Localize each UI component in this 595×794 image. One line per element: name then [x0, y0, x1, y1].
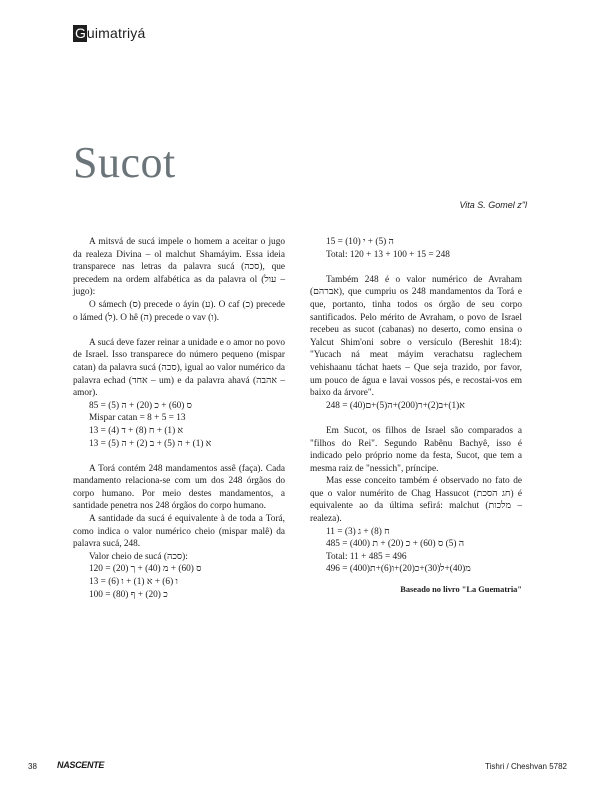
- equation-line: מ(40)+ל(30)+כ(20)+ו(6)+ת(400) = 496: [326, 564, 471, 575]
- page-number: 38: [28, 762, 37, 771]
- section-header: [73, 25, 145, 42]
- equation-line: Total: 11 + 485 = 496: [326, 551, 407, 562]
- equation-line: ס (60) + כ (20) + ה (5) = 85: [89, 400, 192, 411]
- paragraph-gap: [310, 412, 522, 425]
- paragraph-gap: [310, 261, 522, 274]
- equation-line: ח (8) + ג (3) = 11: [326, 526, 390, 537]
- equation-line: ס (60) + מ (40) + ך (20) = 120: [89, 564, 202, 575]
- equation-line: ו (6) + א (1) + ו (6) = 13: [89, 577, 178, 588]
- equation-line: א(1)+ב(2)+ר(200)+ה(5)+ם(40) = 248: [326, 400, 465, 411]
- section-header-initial: G: [75, 25, 86, 41]
- magazine-logo: NASCENTE: [57, 760, 105, 770]
- equation-line: ה (5) + י (10) = 15: [326, 237, 394, 247]
- section-header-text: uimatriyá: [86, 25, 146, 41]
- paragraph: A mitsvá de sucá impele o homem a aceitar o jugo da realeza Divina – ol malchut Shamáyim. Essa ideia transparece nas letras da palavra sucá (סכה), que precedem na ordem alfabética as da palavra ol (עול – jugo):: [73, 237, 286, 298]
- article-title: Sucot: [73, 138, 176, 187]
- paragraph: Em Sucot, os filhos de Israel são comparados a "filhos do Rei". Segundo Rabênu Bachyê, isso é indicado pelo próprio nome da festa, Sucot, que tem a mesma raiz de "nessich", príncipe.: [310, 425, 522, 474]
- equation-line: א (1) + ה (5) + ב (2) + ה (5) = 13: [89, 438, 212, 449]
- source-credit: Baseado no livro "La Guematria": [400, 585, 522, 595]
- equation-line: Total: 120 + 13 + 100 + 15 = 248: [326, 249, 450, 260]
- paragraph: O sámech (ס) precede o áyin (ע). O caf (כ) precede o lámed (ל). O hê (ה) precede o vav (ו).: [73, 299, 285, 323]
- right-column: [310, 236, 522, 597]
- issue-label: Tishri / Cheshvan 5782: [485, 762, 567, 771]
- equation-line: כ (20) + ף (80) = 100: [89, 589, 168, 600]
- equation-line: ה (5) ס (60) + כ (20) + ת (400) = 485: [326, 539, 465, 550]
- equation-line: Valor cheio de sucá (סכה):: [89, 551, 188, 562]
- equation-line: א (1) + ח (8) + ד (4) = 13: [89, 425, 184, 436]
- paragraph-gap: [73, 324, 285, 337]
- article-author: Vita S. Gomel z"l: [459, 200, 527, 210]
- paragraph: A sucá deve fazer reinar a unidade e o amor no povo de Israel. Isso transparece do número pequeno (mispar catan) da palavra sucá (סכה), igual ao valor numérico da palavra echad (אחד – um) e da palavra ahavá (אהבה – amor).: [73, 337, 285, 399]
- paragraph: A santidade da sucá é equivalente à de toda a Torá, como indica o valor numérico cheio (mispar malê) da palavra sucá, 248.: [73, 514, 285, 550]
- page-footer: [0, 760, 595, 774]
- paragraph-gap: [73, 450, 285, 463]
- equation-line: Mispar catan = 8 + 5 = 13: [89, 413, 186, 424]
- paragraph: Também 248 é o valor numérico de Avraham (אברהם), que cumpriu os 248 mandamentos da Torá e que, portanto, tinha todos os órgão de seu corpo santificados. Pelo mérito de Avraham, o povo de Israel recebeu as sucot (cabanas) no deserto, como ensina o Yalcut Shim'oni sobre o versículo (Bereshit 18:4): "Yucach ná meat máyim verachatsu raglechem vehishaanu táchat haets – Que seja trazido, por favor, um pouco de água e lavai vossos pés, e recostai-vos em baixo da árvore".: [310, 274, 522, 399]
- paragraph: Mas esse conceito também é observado no fato de que o valor numérito de Chag Hassucot (חג הסכת) é equivalente ao da última sefirá: malchut (מלכות – realeza).: [310, 476, 522, 525]
- paragraph: A Torá contém 248 mandamentos assê (faça). Cada mandamento relaciona-se com um dos 248 órgãos do corpo humano. Por meio destes mandamentos, a santidade penetra nos 248 órgãos do corpo humano.: [73, 463, 285, 512]
- left-column: [73, 236, 285, 601]
